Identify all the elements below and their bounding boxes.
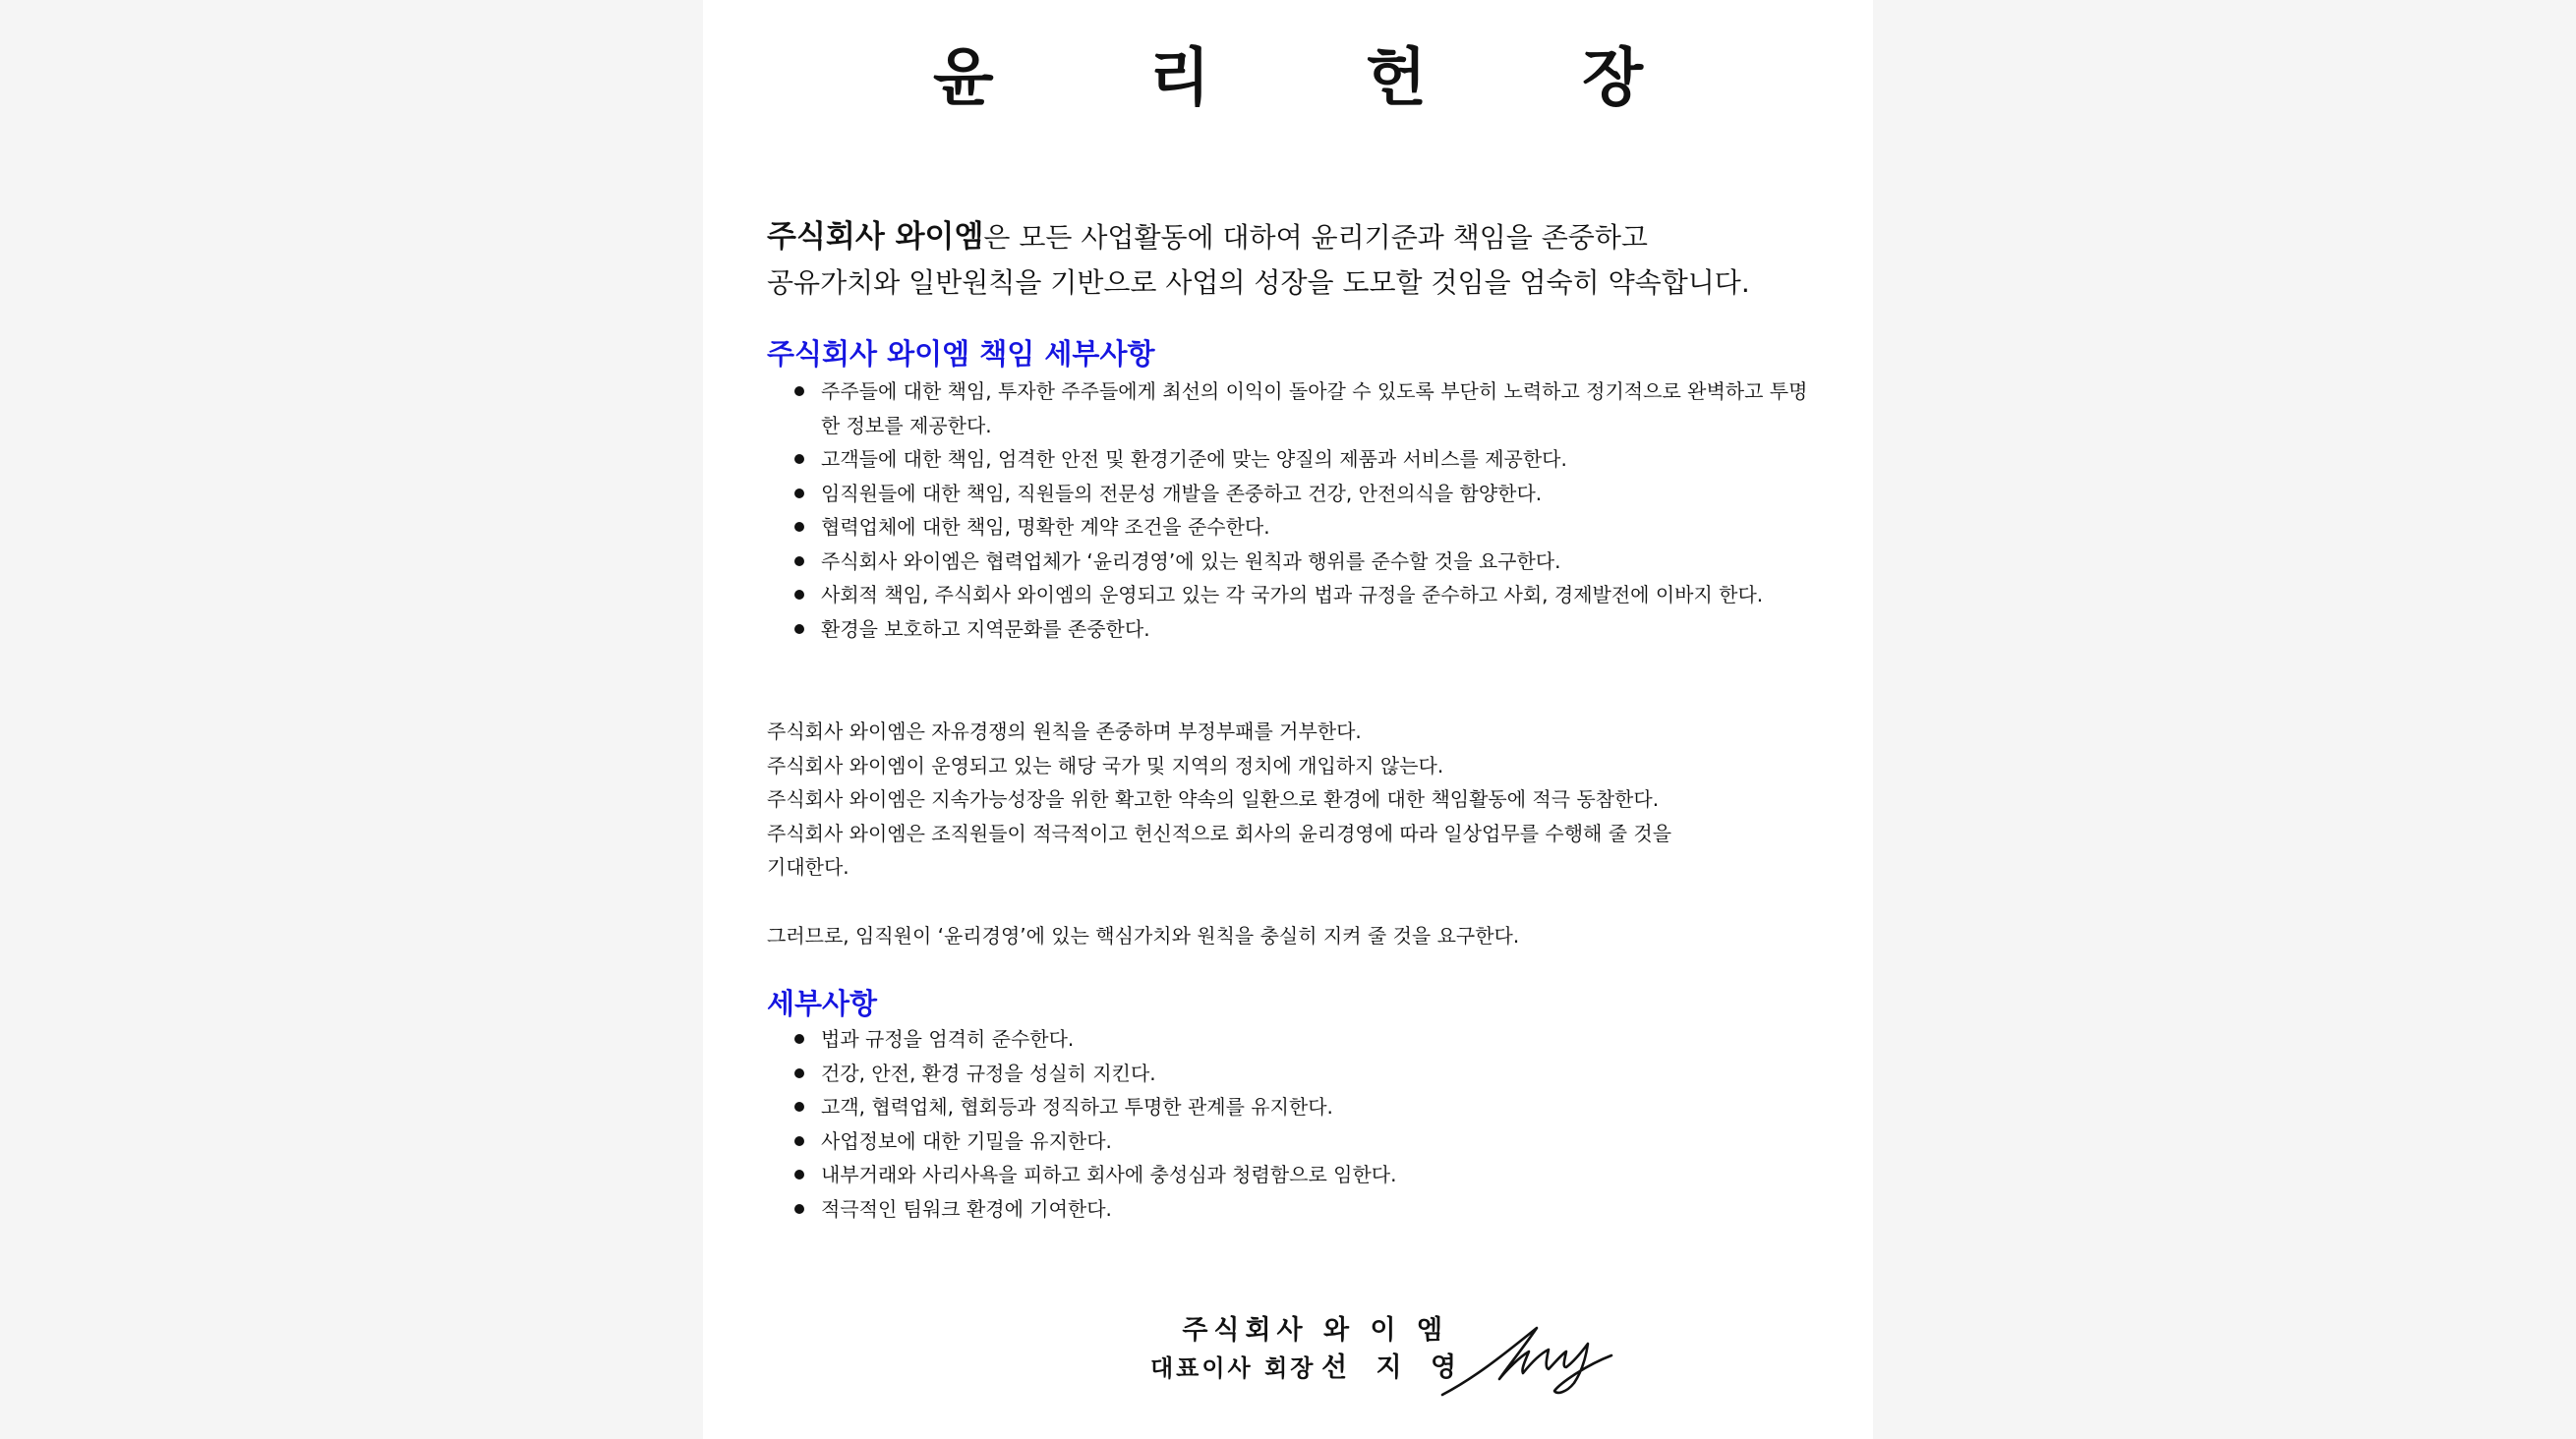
list-item: 주식회사 와이엠은 협력업체가 ‘윤리경영’에 있는 원칙과 행위를 준수할 것을 요구한다. <box>767 545 1809 579</box>
list-item: 건강, 안전, 환경 규정을 성실히 지킨다. <box>767 1057 1809 1091</box>
intro-paragraph <box>767 214 1829 306</box>
list-item: 환경을 보호하고 지역문화를 존중한다. <box>767 612 1809 647</box>
list-item: 내부거래와 사리사욕을 피하고 회사에 충성심과 청렴함으로 임한다. <box>767 1158 1809 1192</box>
conclusion-line: 그러므로, 임직원이 ‘윤리경영’에 있는 핵심가치와 원칙을 충실히 지켜 줄 것을 요구한다. <box>767 924 1520 948</box>
intro-line-2: 공유가치와 일반원칙을 기반으로 사업의 성장을 도모할 것임을 엄숙히 약속합니다. <box>767 266 1750 299</box>
statement-line: 주식회사 와이엠은 조직원들이 적극적이고 헌신적으로 회사의 윤리경영에 따라 일상업무를 수행해 줄 것을 <box>767 821 1672 845</box>
list-item: 임직원들에 대한 책임, 직원들의 전문성 개발을 존중하고 건강, 안전의식을 함양한다. <box>767 477 1809 511</box>
statement-line: 기대한다. <box>767 855 849 879</box>
statement-line: 주식회사 와이엠이 운영되고 있는 해당 국가 및 지역의 정치에 개입하지 않는다. <box>767 753 1444 777</box>
list-item: 주주들에 대한 책임, 투자한 주주들에게 최선의 이익이 돌아갈 수 있도록 부단히 노력하고 정기적으로 완벽하고 투명한 정보를 제공한다. <box>767 374 1809 442</box>
responsibility-heading: 주식회사 와이엠 책임 세부사항 <box>767 337 1155 371</box>
signature-name: 선 지 영 <box>1321 1353 1467 1383</box>
list-item: 법과 규정을 엄격히 준수한다. <box>767 1022 1809 1057</box>
list-item: 고객들에 대한 책임, 엄격한 안전 및 환경기준에 맞는 양질의 제품과 서비스를 제공한다. <box>767 442 1809 477</box>
statement-line: 주식회사 와이엠은 지속가능성장을 위한 확고한 약속의 일환으로 환경에 대한 책임활동에 적극 동참한다. <box>767 787 1660 811</box>
document-title: 윤 리 헌 장 <box>932 42 1711 115</box>
list-item: 사업정보에 대한 기밀을 유지한다. <box>767 1124 1809 1159</box>
list-item: 협력업체에 대한 책임, 명확한 계약 조건을 준수한다. <box>767 510 1809 545</box>
responsibility-list <box>767 374 1809 646</box>
signature-position: 대표이사 회장 <box>1150 1354 1317 1382</box>
intro-company-name: 주식회사 와이엠 <box>767 219 984 255</box>
list-item: 적극적인 팀워크 환경에 기여한다. <box>767 1192 1809 1227</box>
statement-line: 주식회사 와이엠은 자유경쟁의 원칙을 존중하며 부정부패를 거부한다. <box>767 720 1362 743</box>
details-list <box>767 1022 1809 1226</box>
statements-paragraph <box>767 715 1809 885</box>
charter-page <box>703 0 1873 1439</box>
list-item: 사회적 책임, 주식회사 와이엠의 운영되고 있는 각 국가의 법과 규정을 준수하고 사회, 경제발전에 이바지 한다. <box>767 578 1809 612</box>
details-heading: 세부사항 <box>767 987 878 1020</box>
conclusion-paragraph <box>767 919 1809 953</box>
handwritten-signature-icon <box>1438 1322 1625 1401</box>
signature-company: 주식회사 와 이 엠 <box>1182 1315 1449 1346</box>
intro-line-1 <box>767 214 1829 260</box>
intro-line-1-text: 은 모든 사업활동에 대하여 윤리기준과 책임을 존중하고 <box>983 221 1648 254</box>
list-item: 고객, 협력업체, 협회등과 정직하고 투명한 관계를 유지한다. <box>767 1090 1809 1124</box>
signature-person <box>1150 1350 1466 1390</box>
signature-block <box>1150 1312 1466 1390</box>
